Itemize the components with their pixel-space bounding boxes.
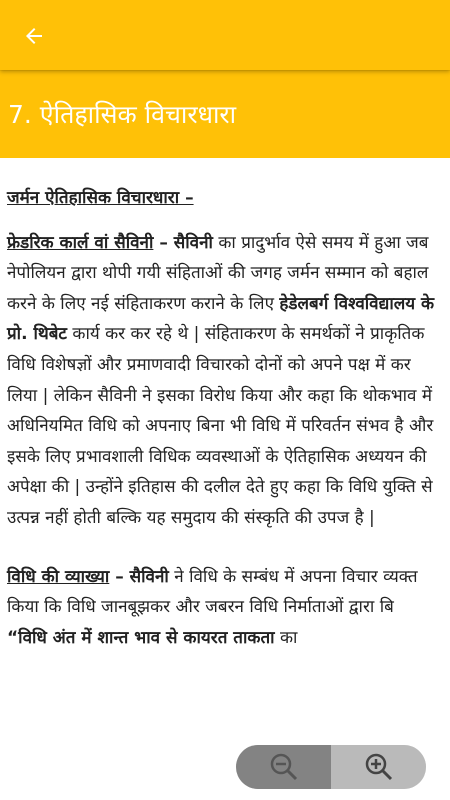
zoom-out-button[interactable] bbox=[236, 745, 331, 789]
chapter-title: 7. ऐतिहासिक विचारधारा bbox=[8, 100, 237, 129]
paragraph-text: कार्य कर कर रहे थे | संहिताकरण के समर्थकों ने प्राकृतिक विधि विशेषज्ञों और प्रमाणवादी विचारको दोनों को अपने पक्ष में कर लिया | लेकिन सैविनी ने इसका विरोध किया और कहा कि थोकभाव में अधिनियमित विधि को अपनाए बिना भी विधि में परिवर्तन संभव है और इसके लिए प्रभावशाली विधिक व्यवस्थाओं के ऐतिहासिक अध्ययन की अपेक्षा की | उन्होंने इतिहास की दलील देते हुए कहा कि विधि युक्ति से उत्पन्न नहीं होती बल्कि यह समुदाय की संस्कृति की उपज है | bbox=[7, 324, 434, 528]
article-content bbox=[7, 183, 445, 653]
term-savigny: फ्रेडरिक कार्ल वां सैविनी bbox=[7, 232, 154, 253]
back-button[interactable] bbox=[14, 16, 54, 56]
term-dash: – bbox=[109, 566, 130, 587]
quote-text: “विधि अंत में शान्त भाव से कायरत ताकता bbox=[7, 627, 275, 648]
paragraph-text: का bbox=[274, 627, 298, 648]
paragraph-text: ने विधि के सम्बंध में अपना विचार व्यक्त किया कि विधि जानबूझकर और जबरन विधि निर्माताओं द्वारा बि bbox=[7, 566, 418, 618]
name-savigny: सैविनी bbox=[129, 566, 169, 587]
term-law-interpretation: विधि की व्याख्या bbox=[7, 566, 110, 587]
paragraph-savigny-intro bbox=[7, 228, 445, 534]
arrow-left-icon bbox=[22, 24, 46, 48]
section-heading: जर्मन ऐतिहासिक विचारधारा – bbox=[7, 188, 194, 208]
name-savigny: सैविनी bbox=[173, 232, 213, 253]
app-bar bbox=[0, 0, 450, 70]
term-dash: – bbox=[153, 232, 174, 253]
chapter-title-band bbox=[0, 70, 450, 158]
paragraph-law-interpretation bbox=[7, 562, 445, 623]
name-thibaut: हेडेलबर्ग विश्वविद्यालय के प्रो. थिबेट bbox=[7, 293, 435, 345]
zoom-controls bbox=[236, 745, 426, 789]
paragraph-quote bbox=[7, 623, 445, 654]
paragraph-text: का प्रादुर्भाव ऐसे समय में हुआ जब नेपोलियन द्वारा थोपी गयी संहिताओं की जगह जर्मन सम्मान को बहाल करने के लिए नई संहिताकरण कराने के लिए bbox=[7, 232, 429, 314]
zoom-in-icon bbox=[364, 752, 394, 782]
zoom-out-icon bbox=[269, 752, 299, 782]
zoom-in-button[interactable] bbox=[331, 745, 426, 789]
